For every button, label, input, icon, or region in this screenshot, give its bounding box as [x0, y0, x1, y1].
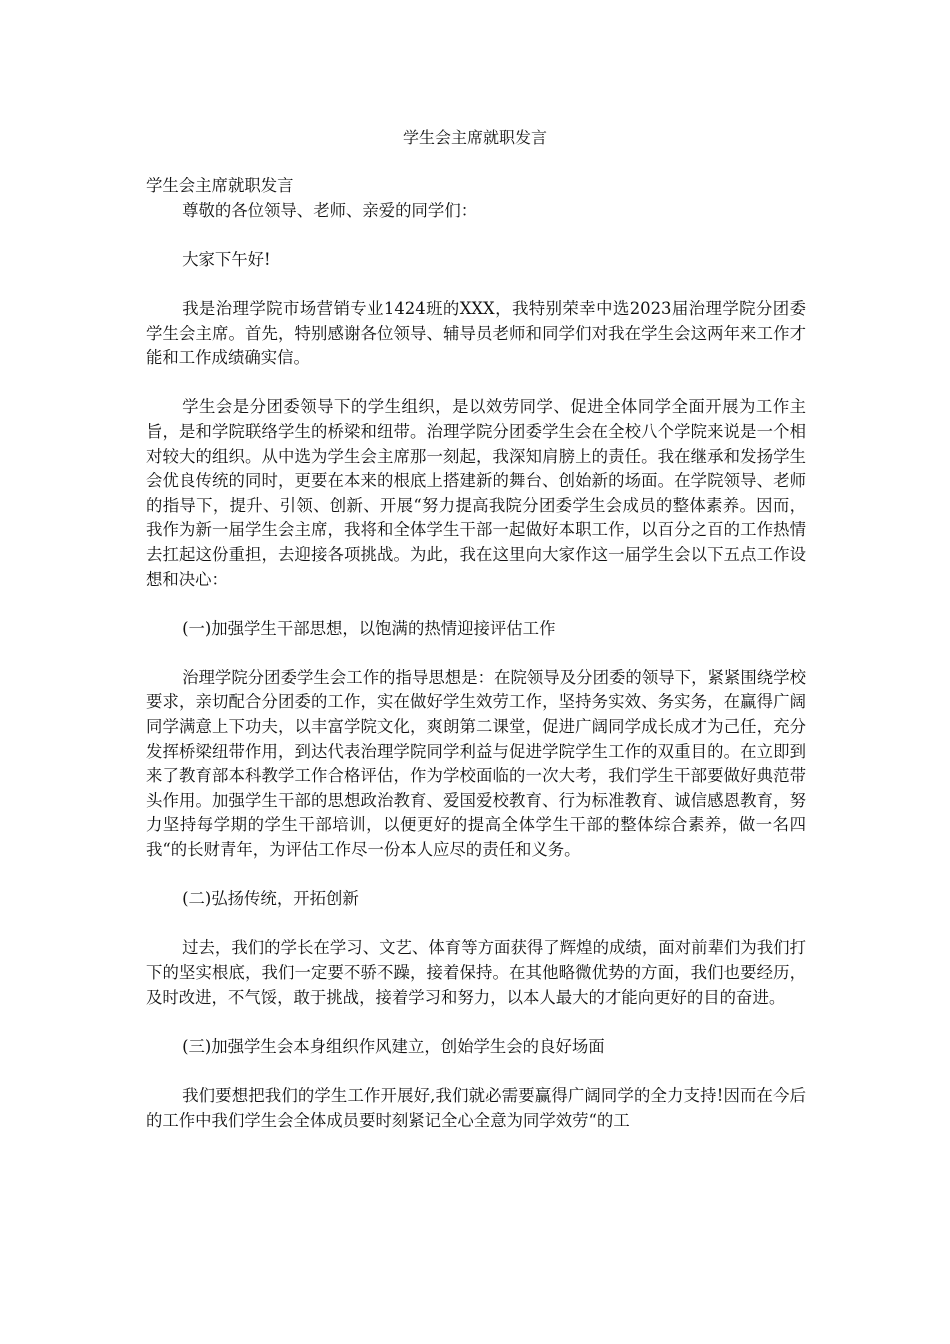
paragraph: 我是治理学院市场营销专业1424班的XXX，我特别荣幸中选2023届治理学院分团委学生会主席。首先，特别感谢各位领导、辅导员老师和同学们对我在学生会这两年来工作才能和工作成绩确实信。 [146, 298, 806, 368]
greeting: 大家下午好! [182, 249, 271, 269]
document-title: 学生会主席就职发言 [402, 128, 547, 147]
section-heading: (一)加强学生干部思想，以饱满的热情迎接评估工作 [182, 618, 556, 638]
section-heading: (二)弘扬传统，开拓创新 [182, 889, 359, 909]
paragraph: 治理学院分团委学生会工作的指导思想是：在院领导及分团委的领导下，紧紧围绕学校要求，亲切配合分团委的工作，实在做好学生效劳工作，坚持务实效、务实务，在赢得广阔同学满意上下功夫，以丰富学院文化，爽朗第二课堂，促进广阔同学成长成才为己任，充分发挥桥梁纽带作用，到达代表治理学院同学利益与促进学院学生工作的双重目的。在立即到来了教育部本科教学工作合格评估，作为学校面临的一次大考，我们学生干部要做好典范带头作用。加强学生干部的思想政治教育、爱国爱校教育、行为标准教育、诚信感恩教育，努力坚持每学期的学生干部培训，以便更好的提高全体学生干部的整体综合素养，做一名四我“的长财青年，为评估工作尽一份本人应尽的责任和义务。 [146, 667, 806, 860]
section-heading: (三)加强学生会本身组织作风建立，创始学生会的良好场面 [182, 1036, 605, 1056]
paragraph: 我们要想把我们的学生工作开展好,我们就必需要赢得广阔同学的全力支持!因而在今后的工作中我们学生会全体成员要时刻紧记全心全意为同学效劳“的工 [146, 1085, 806, 1130]
document-subtitle: 学生会主席就职发言 [146, 176, 294, 195]
document-body [146, 174, 806, 1158]
salutation: 尊敬的各位领导、老师、亲爱的同学们： [182, 200, 478, 220]
paragraph: 学生会是分团委领导下的学生组织，是以效劳同学、促进全体同学全面开展为工作主旨，是和学院联络学生的桥梁和纽带。治理学院分团委学生会在全校八个学院来说是一个相对较大的组织。从中选为学生会主席那一刻起，我深知肩膀上的责任。我在继承和发扬学生会优良传统的同时，更要在本来的根底上搭建新的舞台、创始新的场面。在学院领导、老师的指导下，提升、引领、创新、开展“努力提高我院分团委学生会成员的整体素养。因而，我作为新一届学生会主席，我将和全体学生干部一起做好本职工作，以百分之百的工作热情去扛起这份重担，去迎接各项挑战。为此，我在这里向大家作这一届学生会以下五点工作设想和决心： [146, 397, 806, 589]
paragraph: 过去，我们的学长在学习、文艺、体育等方面获得了辉煌的成绩，面对前辈们为我们打下的坚实根底，我们一定要不骄不躁，接着保持。在其他略微优势的方面，我们也要经历，及时改进，不气馁，敢于挑战，接着学习和努力，以本人最大的才能向更好的目的奋进。 [146, 938, 806, 1007]
